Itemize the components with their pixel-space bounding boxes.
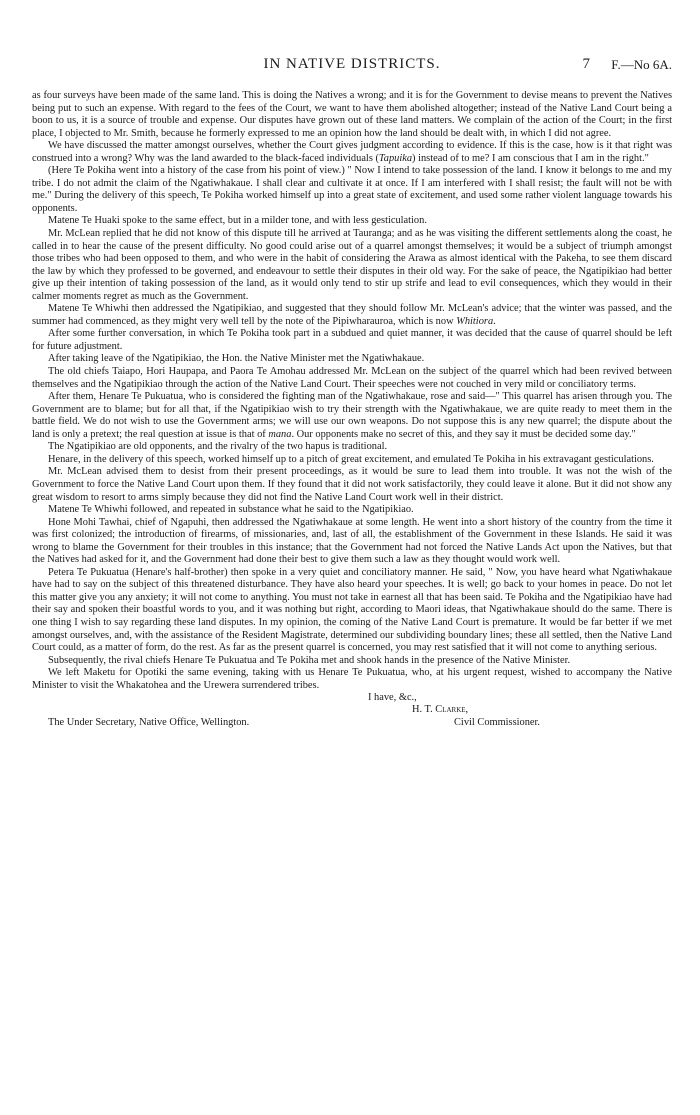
addressee: The Under Secretary, Native Office, Wellington. bbox=[48, 717, 250, 729]
paragraph: Matene Te Huaki spoke to the same effect, but in a milder tone, and with less gesticulation. bbox=[48, 215, 427, 227]
paragraph: Hone Mohi Tawhai, chief of Ngapuhi, then addressed the Ngatiwhakaue at some length. He went into a short history of the country from the time it was first colonized; the introduction of firearms, of missionaries, and, last of all, the establishment of the Government in these Islands. He said it was wrong to blame the Government for their troubles in this instance; that the Government had not forced the Native Lands Act upon the Natives, but that the Natives had asked for it, and the Government had done their best to give them such a law as they thought would work well. bbox=[32, 516, 672, 566]
paper-reference: F.—No 6A. bbox=[611, 57, 672, 72]
signer-title: Civil Commissioner. bbox=[454, 717, 541, 729]
paragraph: The Ngatipikiao are old opponents, and the rivalry of the two hapus is traditional. bbox=[48, 441, 388, 453]
paragraph: We have discussed the matter amongst ourselves, whether the Court gives judgment according to evidence. If this is the case, how is it that right was construed into a wrong? Why was the land awarded to the black-faced individuals (Tapuika) instead of to me? I am conscious that I am in the right." bbox=[32, 140, 672, 164]
paragraph: Mr. McLean replied that he did not know of this dispute till he arrived at Tauranga; and as he was visiting the different settlements along the coast, he called in to hear the cause of the present difficulty. No good could arise out of a quarrel amongst themselves; it would be a subject of triumph amongst those tribes who had been opposed to them, and who were in the habit of considering the Arawa as almost identical with the Pakeha, to see them discard the law by which they professed to be governed, and endeavour to settle their disputes in their old way. For the sake of peace, the Ngatipikiao had better give up their intention of taking possession of the land, as it would only tend to stir up strife and lead to evil consequences, which they would in their calmer moments regret as much as the Government. bbox=[32, 228, 672, 302]
letter-signoff bbox=[32, 692, 672, 732]
page-header bbox=[32, 58, 672, 78]
paragraph: Matene Te Whiwhi then addressed the Ngatipikiao, and suggested that they should follow Mr. McLean's advice; that the winter was passed, and the summer had commenced, as they might very well tell by the note of the Pipiwharauroa, which is now Whitiora. bbox=[32, 303, 672, 327]
closing-line: I have, &c., bbox=[368, 692, 417, 704]
paragraph: Petera Te Pukuatua (Henare's half-brother) then spoke in a very quiet and conciliatory manner. He said, " Now, you have heard what Ngatiwhakaue have had to say on the subject of this threatened disturbance. They have also heard your speeches. It is well; go back to your homes in peace. Do not let this matter give you any anxiety; it will not come to anything. You must not take in earnest all that has been said. Te Pokiha and the Ngatipikiao have had their say and spoken their boastful words to you, and it was nothing but right, according to Maori ideas, that Ngatiwhakaue should do the same. There is one thing I wish to say regarding these land disputes. In my opinion, the coming of the Native Land Court is premature. It would be far better if we met amongst ourselves, and, with the assistance of the Resident Magistrate, determined our subdividing boundary lines; these all settled, then the Native Land Court could, as a matter of form, do the rest. As far as the present quarrel is concerned, you may rest satisfied that it will not come to anything serious. bbox=[32, 566, 672, 654]
paragraph: Matene Te Whiwhi followed, and repeated in substance what he said to the Ngatipikiao. bbox=[48, 504, 414, 516]
paragraph: Mr. McLean advised them to desist from their present proceedings, as it would be sure to lead them into trouble. It was not the wish of the Government to force the Native Land Court upon them. If they found that it did not work satisfactorily, they could leave it alone. But it did not show any great wisdom to resort to arms simply because they did not find the Native Land Court work well in their district. bbox=[32, 466, 672, 503]
paragraph: Henare, in the delivery of this speech, worked himself up to a pitch of great excitement, and emulated Te Pokiha in his extravagant gesticulations. bbox=[48, 453, 654, 465]
paragraph: After some further conversation, in which Te Pokiha took part in a subdued and quiet manner, it was decided that the cause of quarrel should be left for future adjustment. bbox=[32, 328, 672, 352]
paragraph: Subsequently, the rival chiefs Henare Te Pukuatua and Te Pokiha met and shook hands in the presence of the Native Minister. bbox=[48, 654, 571, 666]
page-number: 7 bbox=[582, 56, 590, 72]
paragraph: We left Maketu for Opotiki the same evening, taking with us Henare Te Pukuatua, who, at his urgent request, wished to accompany the Native Minister to visit the Whakatohea and the Urewera surrendered tribes. bbox=[32, 667, 672, 691]
paragraph: After taking leave of the Ngatipikiao, the Hon. the Native Minister met the Ngatiwhakaue. bbox=[48, 353, 425, 365]
signer-name: H. T. Clarke, bbox=[412, 704, 469, 716]
paragraph: After them, Henare Te Pukuatua, who is considered the fighting man of the Ngatiwhakaue, rose and said—" This quarrel has arisen through you. The Government are to blame; but for all that, if the Ngatipikiao wish to try their strength with the Ngatiwhakaue, we are quite ready to meet them in the battle field. We do not wish to use the Government arms; we will use our own weapons. Do not suppose this is any new quarrel; the dispute about the land is only a pretext; the real question at issue is that of mana. Our opponents make no secret of this, and they say it must be decided some day." bbox=[32, 391, 672, 440]
paragraph: (Here Te Pokiha went into a history of the case from his point of view.) " Now I intend to take possession of the land. I know it belongs to me and my tribe. I do not admit the claim of the Ngatiwhakaue. I shall clear and cultivate it at once. If I am interfered with I shall resist; the fault will not be with me." During the delivery of this speech, Te Pokiha worked himself up into a great state of excitement, and used some rather violent language towards his opponents. bbox=[32, 165, 672, 214]
paragraph: as four surveys have been made of the same land. This is doing the Natives a wrong; and it is for the Government to devise means to prevent the Natives being put to such an expense. With regard to the fees of the Court, we want to have them abolished altogether; instead of the Native Land Court being a boon to us, it is a source of trouble and expense. Our disputes have grown out of these land matters. We complain of the action of the Court; in the first place, I objected to Mr. Smith, because he formerly expressed to me an opinion how the land should be dealt with, in which I did not agree. bbox=[32, 90, 672, 139]
document-body bbox=[32, 90, 672, 732]
running-title: IN NATIVE DISTRICTS. bbox=[263, 56, 441, 72]
paragraph: The old chiefs Taiapo, Hori Haupapa, and Paora Te Amohau addressed Mr. McLean on the subject of the quarrel which had been revived between themselves and the Ngatipikiao through the action of the Native Land Court. Their speeches were not couched in very mild or conciliatory terms. bbox=[32, 366, 672, 390]
